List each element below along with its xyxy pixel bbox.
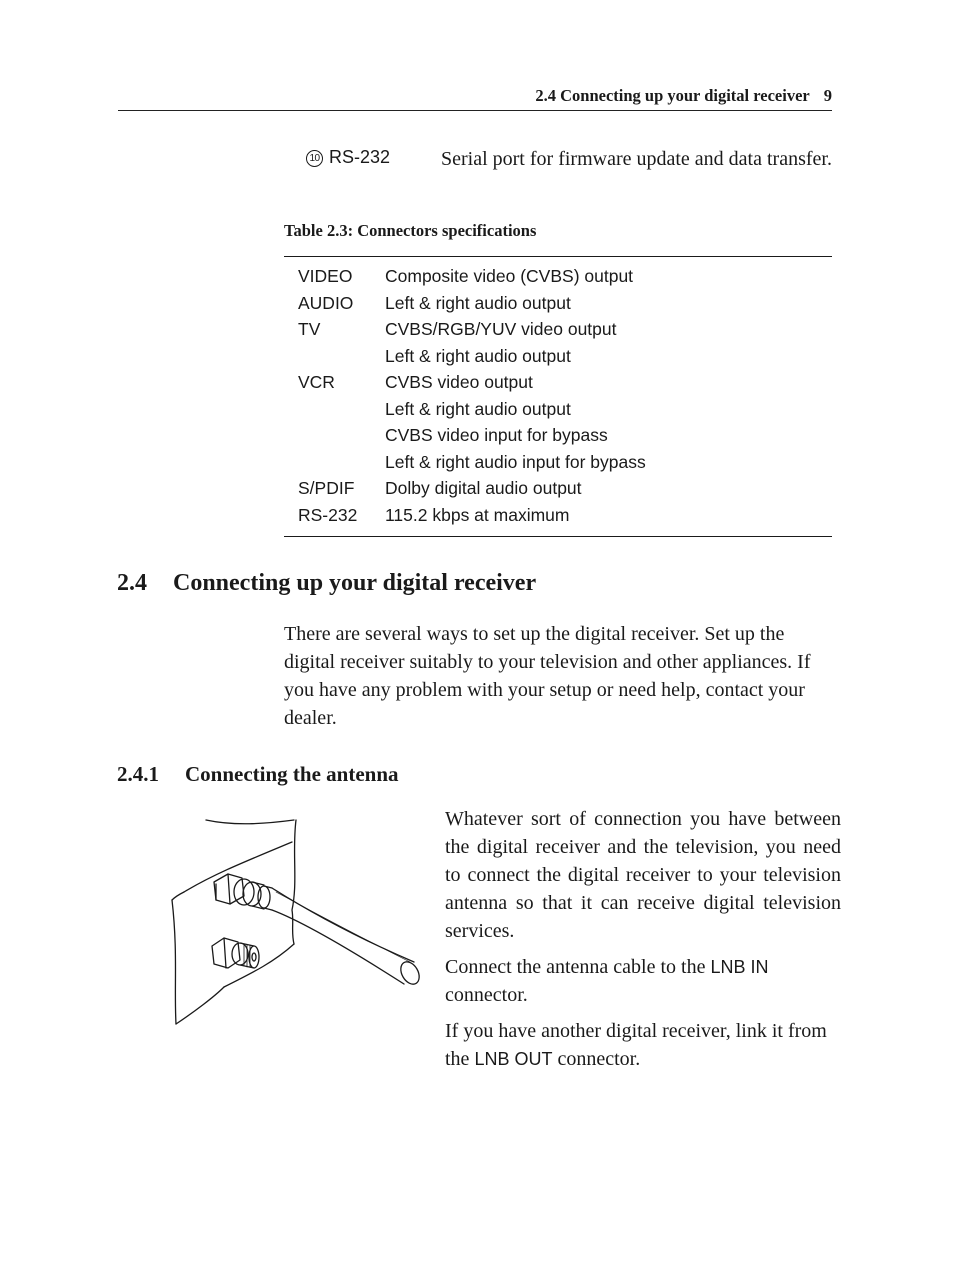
section-title: Connecting up your digital receiver	[173, 570, 537, 596]
table-cell-connector: AUDIO	[298, 292, 354, 313]
running-header-title: 2.4 Connecting up your digital receiver	[535, 86, 810, 105]
running-header	[118, 86, 832, 111]
table-row	[284, 263, 832, 290]
table-cell-description: CVBS/RGB/YUV video output	[385, 319, 617, 339]
subsection-number: 2.4.1	[117, 762, 159, 786]
table-cell-connector: VCR	[298, 372, 335, 392]
table-caption: Table 2.3: Connectors specifications	[284, 221, 537, 240]
table-cell-description: Dolby digital audio output	[385, 478, 582, 498]
antenna-paragraph: Whatever sort of connection you have between the digital receiver and the television, you need to connect the digital receiver to your television antenna so that it can receive digital television services.	[445, 808, 841, 942]
table-cell-connector	[284, 396, 385, 423]
lnb-out-paragraph: If you have another digital receiver, link it from the LNB OUT connector.	[445, 1020, 827, 1070]
table-cell-description: CVBS video input for bypass	[385, 425, 608, 445]
lnb-in-paragraph: Connect the antenna cable to the LNB IN connector.	[445, 956, 769, 1006]
table-cell-description: Left & right audio input for bypass	[385, 451, 646, 472]
circled-number: 10	[306, 150, 323, 167]
subsection-heading	[117, 762, 399, 787]
antenna-cable-icon	[272, 888, 423, 987]
lnb-in-connector-icon	[214, 874, 272, 910]
table-row	[284, 290, 832, 317]
section-intro-paragraph: There are several ways to set up the digital receiver. Set up the digital receiver suitably to your television and other appliances. If you have any problem with your setup or need help, contact your dealer.	[284, 623, 811, 729]
lnb-in-term: LNB IN	[710, 957, 769, 977]
rs232-item-label	[306, 147, 390, 168]
table-cell-description: Composite video (CVBS) output	[385, 266, 634, 286]
table-row	[284, 449, 832, 476]
section-heading	[117, 570, 536, 597]
table-row	[284, 343, 832, 370]
rs232-label-text: RS-232	[329, 147, 391, 167]
table-cell-description: CVBS video output	[385, 372, 533, 392]
table-cell-description: 115.2 kbps at maximum	[385, 504, 570, 525]
lnb-out-connector-icon	[212, 938, 259, 968]
lnb-out-term: LNB OUT	[474, 1049, 553, 1069]
table-row	[284, 502, 832, 529]
table-cell-connector: TV	[298, 319, 321, 339]
table-cell-connector: RS-232	[298, 504, 358, 525]
table-row	[284, 422, 832, 449]
antenna-instructions	[445, 805, 841, 1081]
table-cell-connector	[284, 449, 385, 476]
table-cell-description: Left & right audio output	[385, 345, 571, 366]
table-cell-description: Left & right audio output	[385, 398, 571, 419]
table-cell-description: Left & right audio output	[385, 292, 571, 313]
section-number: 2.4	[117, 570, 147, 596]
rs232-item-description: Serial port for firmware update and data transfer.	[441, 148, 832, 170]
table-row	[284, 475, 832, 502]
page-number: 9	[823, 86, 832, 105]
table-cell-connector	[284, 343, 385, 370]
subsection-title: Connecting the antenna	[185, 762, 399, 786]
connector-spec-table	[284, 256, 832, 537]
table-cell-connector: S/PDIF	[298, 478, 355, 498]
table-cell-connector: VIDEO	[298, 266, 353, 286]
table-row	[284, 316, 832, 343]
table-row	[284, 369, 832, 396]
antenna-connection-illustration	[164, 812, 432, 1030]
table-cell-connector	[284, 422, 385, 449]
table-row	[284, 396, 832, 423]
